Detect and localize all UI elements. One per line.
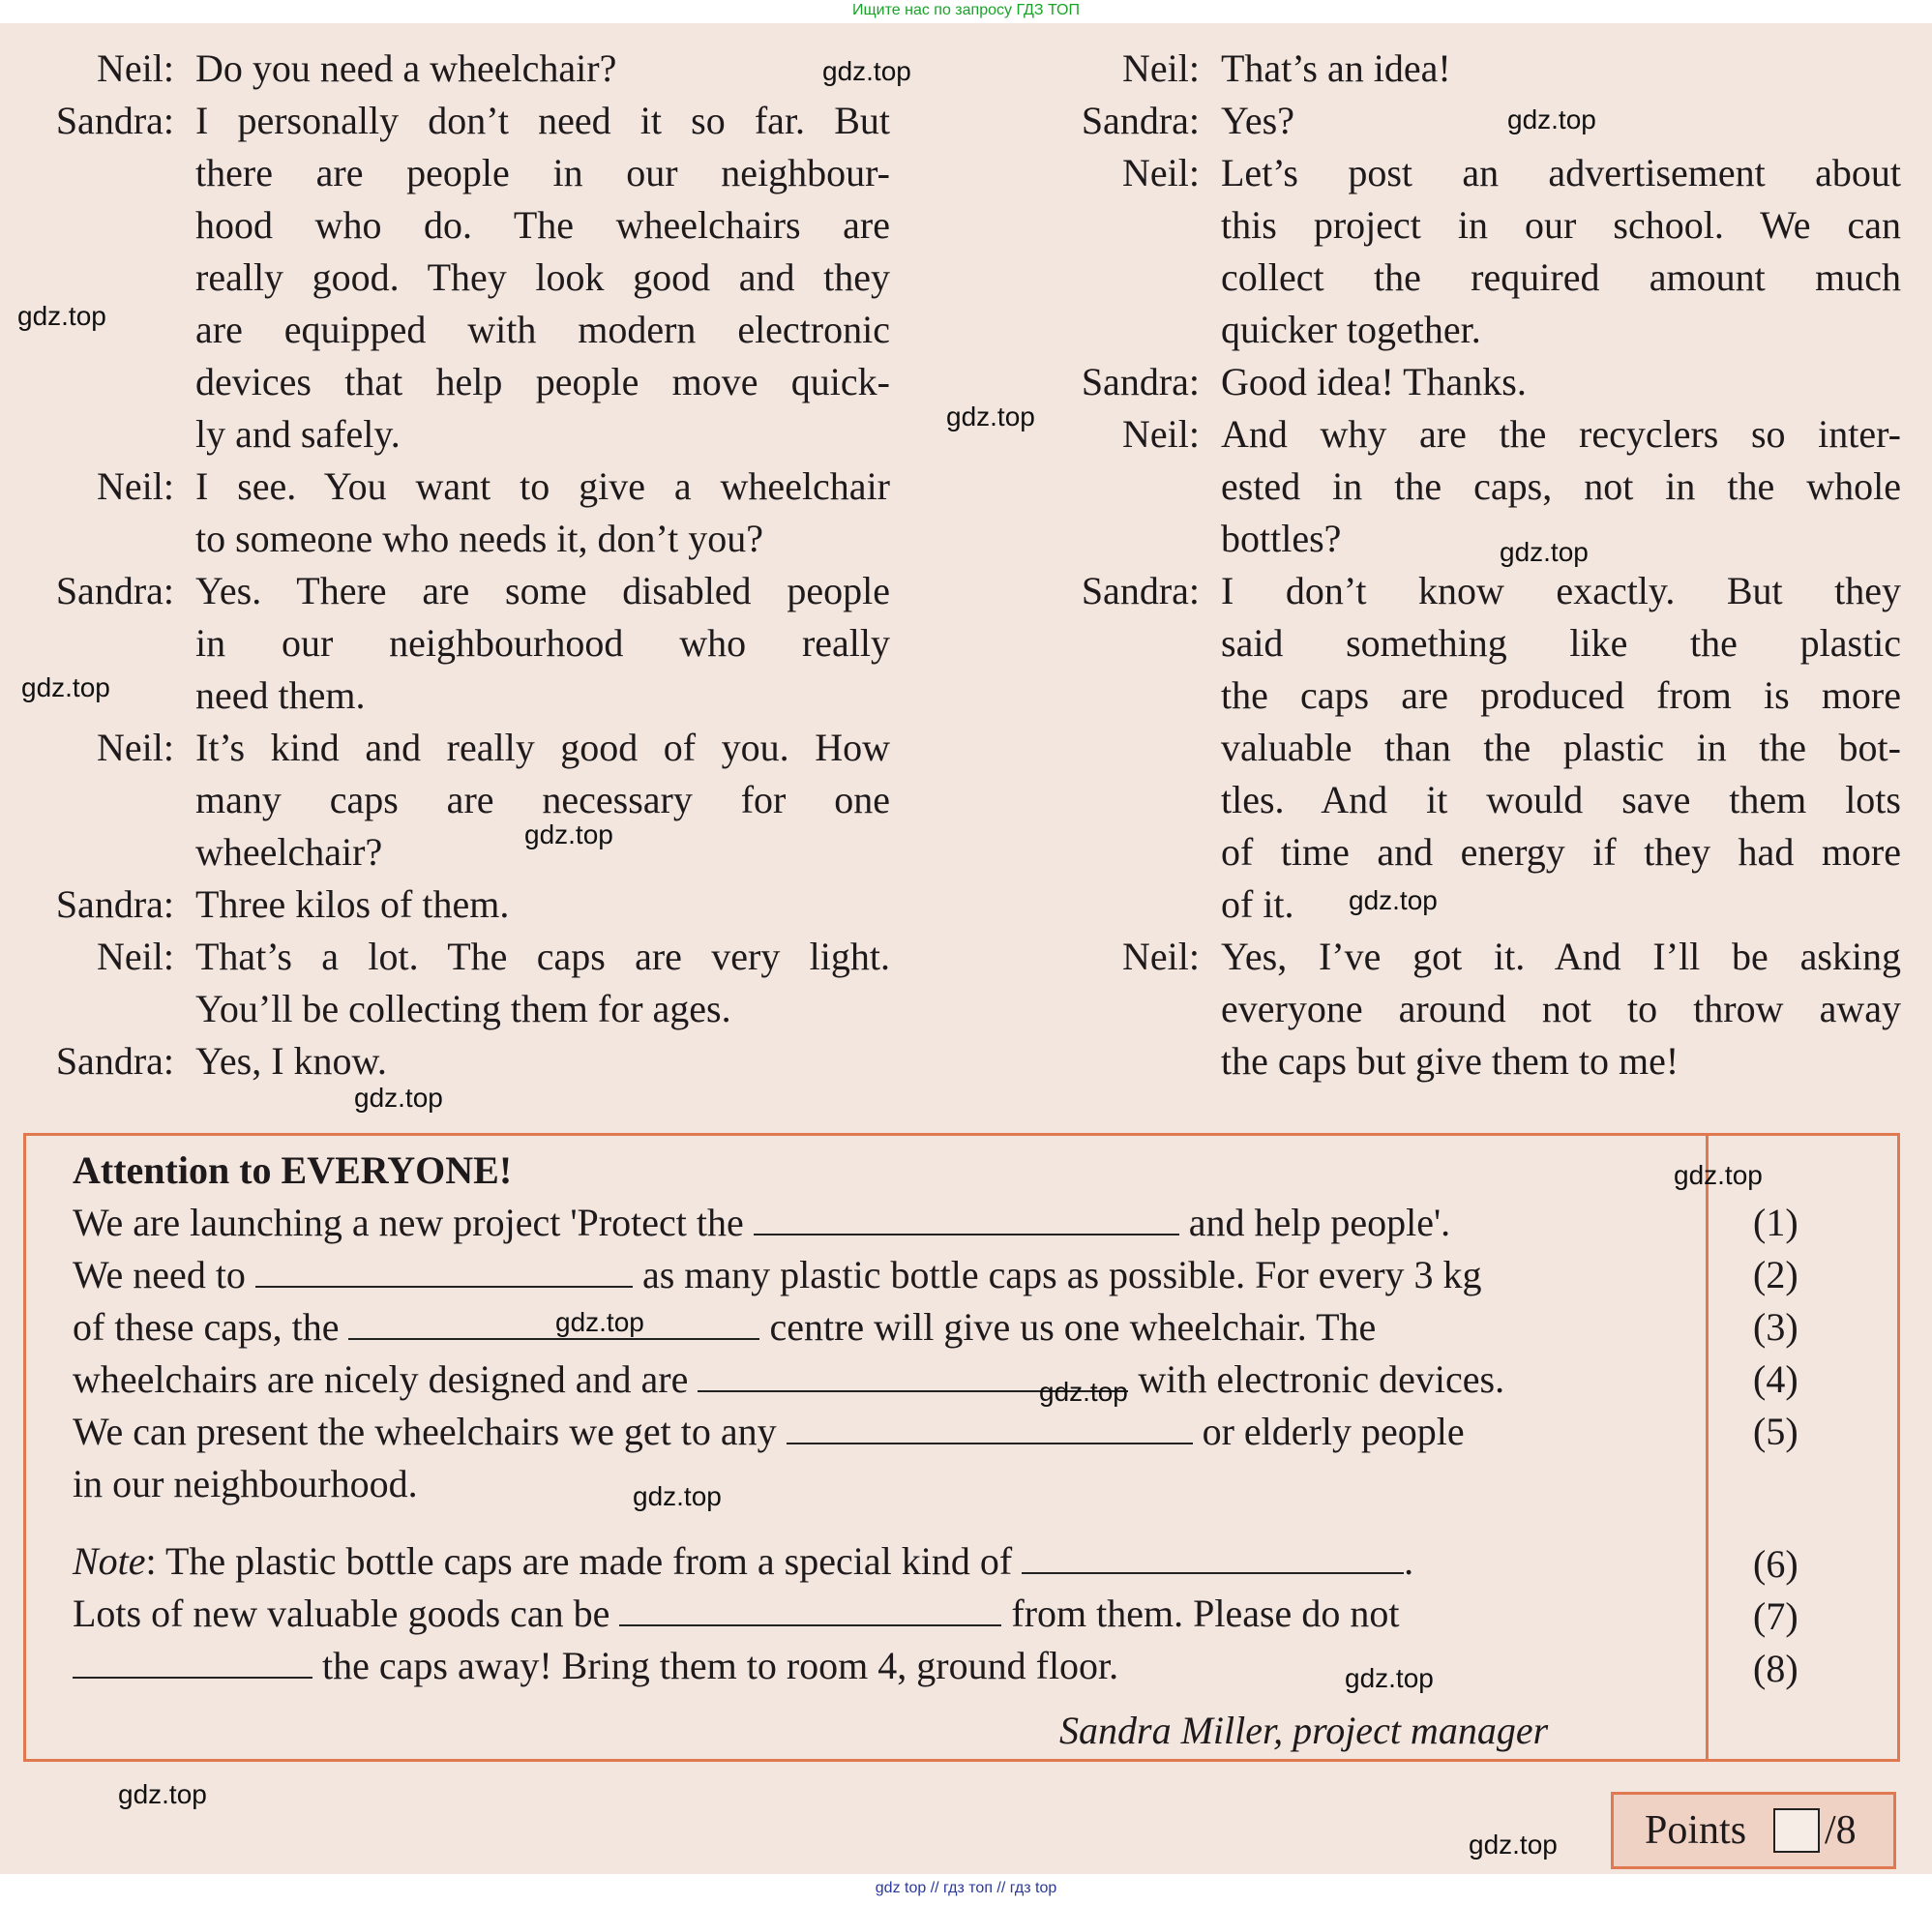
dialogue-text: Yes, I’ve got it. And I’ll be asking xyxy=(1221,935,1901,978)
dialogue-line xyxy=(19,95,890,147)
dialogue-text: ested in the caps, not in the whole xyxy=(1221,464,1901,508)
dialogue-line xyxy=(1045,147,1901,199)
watermark: gdz.top xyxy=(1349,885,1438,915)
dialogue-text: Let’s post an advertisement about xyxy=(1221,151,1901,194)
dialogue-text: Do you need a wheelchair? xyxy=(195,46,617,90)
dialogue-text: collect the required amount much xyxy=(1221,255,1901,299)
notice-line-1: We are launching a new project 'Protect the and help people'. xyxy=(73,1201,1451,1244)
speaker-label: Sandra: xyxy=(1081,99,1200,142)
points-box xyxy=(1611,1792,1896,1869)
dialogue-text: to someone who needs it, don’t you? xyxy=(195,517,763,560)
dialogue-text: ly and safely. xyxy=(195,412,401,456)
dialogue-line xyxy=(19,670,871,722)
notice-title: Attention to EVERYONE! xyxy=(73,1148,513,1192)
watermark: gdz.top xyxy=(1500,537,1589,567)
dialogue-line xyxy=(19,408,871,461)
note-line-2: Lots of new valuable goods can be from them. Please do not xyxy=(73,1592,1400,1635)
dialogue-text: Yes? xyxy=(1221,99,1294,142)
dialogue-line xyxy=(19,983,871,1035)
watermark: gdz.top xyxy=(1469,1830,1558,1860)
note-label: Note xyxy=(73,1539,146,1583)
dialogue-line xyxy=(19,1035,871,1087)
dialogue-text: valuable than the plastic in the bot- xyxy=(1221,726,1901,769)
item-number: (4) xyxy=(1753,1357,1798,1401)
item-number: (3) xyxy=(1753,1305,1798,1349)
dialogue-text: wheelchair? xyxy=(195,830,383,874)
watermark: gdz.top xyxy=(822,56,911,86)
right-dialogue xyxy=(1045,43,1901,1087)
note-line-1: Note: The plastic bottle caps are made from a special kind of . xyxy=(73,1539,1414,1583)
watermark: gdz.top xyxy=(633,1481,722,1511)
dialogue-text: everyone around not to throw away xyxy=(1221,987,1901,1030)
dialogue-line xyxy=(1045,617,1901,670)
dialogue-text: devices that help people move quick- xyxy=(195,360,890,403)
dialogue-line xyxy=(1045,95,1901,147)
item-number: (8) xyxy=(1753,1647,1798,1690)
dialogue-text: quicker together. xyxy=(1221,308,1481,351)
dialogue-text: I see. You want to give a wheelchair xyxy=(195,464,890,508)
dialogue-line xyxy=(1045,252,1901,304)
dialogue-line xyxy=(19,774,890,826)
signature: Sandra Miller, project manager xyxy=(1059,1709,1549,1752)
speaker-label: Sandra: xyxy=(55,882,174,926)
item-number: (7) xyxy=(1753,1594,1798,1638)
speaker-label: Neil: xyxy=(1122,151,1200,194)
dialogue-text: there are people in our neighbour- xyxy=(195,151,890,194)
notice-line-3: of these caps, the centre will give us one wheelchair. The xyxy=(73,1305,1377,1349)
dialogue-line xyxy=(1045,774,1901,826)
dialogue-line xyxy=(1045,826,1901,878)
left-dialogue xyxy=(19,43,890,1087)
dialogue-text: this project in our school. We can xyxy=(1221,203,1901,247)
dialogue-line xyxy=(1045,983,1901,1035)
watermark: gdz.top xyxy=(1039,1377,1128,1407)
dialogue-text: That’s a lot. The caps are very light. xyxy=(195,935,890,978)
dialogue-line xyxy=(19,617,890,670)
dialogue-line xyxy=(19,252,890,304)
dialogue-text: I personally don’t need it so far. But xyxy=(195,99,890,142)
notice-line-4: wheelchairs are nicely designed and are with electronic devices. xyxy=(73,1357,1505,1401)
dialogue-text: I don’t know exactly. But they xyxy=(1221,569,1901,612)
item-number: (1) xyxy=(1753,1201,1798,1244)
speaker-label: Neil: xyxy=(97,46,174,90)
dialogue-text: That’s an idea! xyxy=(1221,46,1451,90)
blank-7[interactable] xyxy=(619,1590,1001,1626)
dialogue-line xyxy=(19,826,871,878)
speaker-label: Neil: xyxy=(1122,46,1200,90)
dialogue-line xyxy=(1045,722,1901,774)
dialogue-line xyxy=(19,878,871,931)
dialogue-text: It’s kind and really good of you. How xyxy=(195,726,890,769)
watermark: gdz.top xyxy=(1345,1663,1434,1693)
dialogue-line xyxy=(19,356,890,408)
dialogue-line xyxy=(1045,461,1901,513)
dialogue-line xyxy=(1045,43,1901,95)
dialogue-text: many caps are necessary for one xyxy=(195,778,890,821)
dialogue-line xyxy=(19,565,890,617)
dialogue-text: bottles? xyxy=(1221,517,1342,560)
points-max: /8 xyxy=(1825,1808,1857,1853)
item-number: (5) xyxy=(1753,1410,1798,1453)
dialogue-text: Three kilos of them. xyxy=(195,882,510,926)
speaker-label: Sandra: xyxy=(55,569,174,612)
speaker-label: Neil: xyxy=(97,726,174,769)
blank-5[interactable] xyxy=(787,1408,1193,1444)
dialogue-text: tles. And it would save them lots xyxy=(1221,778,1901,821)
site-banner: Ищите нас по запросу ГДЗ ТОП xyxy=(0,0,1932,23)
dialogue-text: Good idea! Thanks. xyxy=(1221,360,1527,403)
watermark: gdz.top xyxy=(17,301,106,331)
speaker-label: Sandra: xyxy=(1081,569,1200,612)
dialogue-text: said something like the plastic xyxy=(1221,621,1901,665)
speaker-label: Sandra: xyxy=(55,1039,174,1083)
dialogue-line xyxy=(1045,408,1901,461)
dialogue-text: Yes, I know. xyxy=(195,1039,387,1083)
dialogue-text: really good. They look good and they xyxy=(195,255,890,299)
watermark: gdz.top xyxy=(1507,104,1596,134)
dialogue-text: in our neighbourhood who really xyxy=(195,621,890,665)
notice-line-6: in our neighbourhood. xyxy=(73,1462,418,1505)
watermark: gdz.top xyxy=(354,1083,443,1113)
dialogue-line xyxy=(1045,304,1901,356)
speaker-label: Neil: xyxy=(97,464,174,508)
dialogue-text: Yes. There are some disabled people xyxy=(195,569,890,612)
dialogue-line xyxy=(1045,670,1901,722)
watermark: gdz.top xyxy=(555,1307,644,1337)
dialogue-line xyxy=(19,931,890,983)
dialogue-text: the caps but give them to me! xyxy=(1221,1039,1679,1083)
item-number: (2) xyxy=(1753,1253,1798,1296)
footer-banner: gdz top // гдз топ // гдз top xyxy=(0,1874,1932,1905)
blank-3[interactable] xyxy=(348,1303,759,1340)
dialogue-line xyxy=(19,199,890,252)
dialogue-line xyxy=(1045,931,1901,983)
dialogue-line xyxy=(1045,565,1901,617)
notice-divider xyxy=(1706,1133,1709,1762)
watermark: gdz.top xyxy=(118,1779,207,1809)
dialogue-line xyxy=(1045,199,1901,252)
note-line-3: the caps away! Bring them to room 4, ground floor. xyxy=(73,1640,1118,1692)
dialogue-text: the caps are produced from is more xyxy=(1221,673,1901,717)
speaker-label: Sandra: xyxy=(55,99,174,142)
dialogue-text: hood who do. The wheelchairs are xyxy=(195,203,890,247)
speaker-label: Neil: xyxy=(1122,412,1200,456)
dialogue-line xyxy=(19,722,890,774)
watermark: gdz.top xyxy=(524,819,613,849)
dialogue-text: You’ll be collecting them for ages. xyxy=(195,987,731,1030)
points-input[interactable] xyxy=(1773,1808,1820,1853)
speaker-label: Sandra: xyxy=(1081,360,1200,403)
notice-line-2: We need to as many plastic bottle caps as possible. For every 3 kg xyxy=(73,1253,1482,1296)
dialogue-text: of time and energy if they had more xyxy=(1221,830,1901,874)
points-label: Points xyxy=(1645,1808,1747,1853)
dialogue-line xyxy=(1045,1035,1901,1087)
dialogue-line xyxy=(19,43,871,95)
dialogue-text: of it. xyxy=(1221,882,1294,926)
watermark: gdz.top xyxy=(1674,1160,1763,1190)
blank-2[interactable] xyxy=(255,1251,633,1288)
dialogue-line xyxy=(1045,878,1901,931)
speaker-label: Neil: xyxy=(1122,935,1200,978)
speaker-label: Neil: xyxy=(97,935,174,978)
blank-8[interactable] xyxy=(73,1642,312,1679)
dialogue-line xyxy=(1045,513,1901,565)
item-number: (6) xyxy=(1753,1542,1798,1586)
notice-line-5: We can present the wheelchairs we get to any or elderly people xyxy=(73,1410,1465,1453)
dialogue-line xyxy=(17,301,890,356)
watermark: gdz.top xyxy=(946,402,1035,432)
dialogue-text: are equipped with modern electronic xyxy=(195,308,890,351)
dialogue-line xyxy=(19,461,890,513)
dialogue-line xyxy=(1045,356,1901,408)
dialogue-text: need them. xyxy=(195,673,366,717)
dialogue-text: And why are the recyclers so inter- xyxy=(1221,412,1901,456)
blank-1[interactable] xyxy=(754,1199,1179,1235)
dialogue-line xyxy=(19,147,890,199)
watermark: gdz.top xyxy=(21,672,110,702)
dialogue-line xyxy=(19,513,871,565)
blank-6[interactable] xyxy=(1022,1537,1404,1574)
